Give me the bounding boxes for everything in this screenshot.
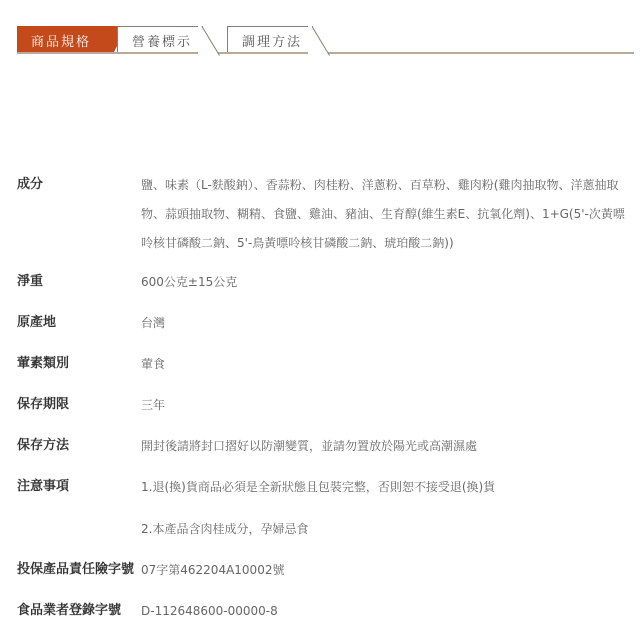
spec-value-note-1: 1.退(換)貨商品必須是全新狀態且包裝完整，否則恕不接受退(換)貨 [141, 480, 496, 494]
spec-row-shelf-life [17, 391, 632, 432]
spec-label: 食品業者登錄字號 [17, 603, 122, 618]
tab-nutrition-facts[interactable] [117, 26, 203, 54]
tab-label: 調理方法 [242, 35, 303, 50]
spec-label: 葷素類別 [17, 356, 70, 371]
spec-row-net-weight [17, 268, 632, 309]
spec-value: 鹽、味素（L-麩酸鈉）、香蒜粉、肉桂粉、洋蔥粉、百草粉、雞肉粉(雞肉抽取物、洋蔥抽取物、蒜頭抽取物、糊精、食鹽、雞油、豬油、生育醇(維生素E、抗氧化劑)、1+G(5'-次黃嘌呤核甘磷酸二鈉、5'-鳥黃嘌呤核甘磷酸二鈉、琥珀酸二鈉)) [141, 178, 625, 250]
spec-label: 投保產品責任險字號 [17, 562, 135, 577]
spec-value: D-112648600-00000-8 [141, 604, 278, 618]
spec-row-ingredients [17, 171, 632, 268]
spec-value: 600公克±15公克 [141, 275, 238, 289]
spec-row-notes-continued [17, 515, 632, 556]
spec-value: 台灣 [141, 316, 166, 330]
spec-label: 成分 [17, 177, 44, 192]
spec-label: 保存期限 [17, 397, 70, 412]
tab-bar [17, 22, 634, 54]
tab-cooking-method[interactable] [227, 26, 313, 54]
spec-label: 淨重 [17, 274, 44, 289]
tab-slant-edge [198, 26, 220, 56]
spec-label: 原產地 [17, 315, 57, 330]
spec-label: 注意事項 [17, 479, 70, 494]
spec-row-diet-type [17, 350, 632, 391]
spec-label: 保存方法 [17, 438, 70, 453]
spec-value-note-2: 2.本產品含肉桂成分，孕婦忌食 [141, 522, 309, 536]
tab-product-specs[interactable] [17, 26, 113, 54]
spec-value: 開封後請將封口摺好以防潮變質，並請勿置放於陽光或高潮濕處 [141, 439, 478, 453]
spec-row-registration [17, 597, 632, 638]
spec-row-insurance [17, 556, 632, 597]
spec-row-origin [17, 309, 632, 350]
spec-row-notes [17, 473, 632, 515]
tab-slant-edge [308, 26, 330, 56]
tab-label: 商品規格 [31, 34, 92, 50]
spec-value: 07字第462204A10002號 [141, 563, 285, 577]
spec-table [17, 171, 632, 638]
spec-value: 葷食 [141, 357, 166, 371]
tab-label: 營養標示 [132, 35, 193, 50]
spec-value: 三年 [141, 398, 166, 412]
spec-row-storage [17, 432, 632, 473]
